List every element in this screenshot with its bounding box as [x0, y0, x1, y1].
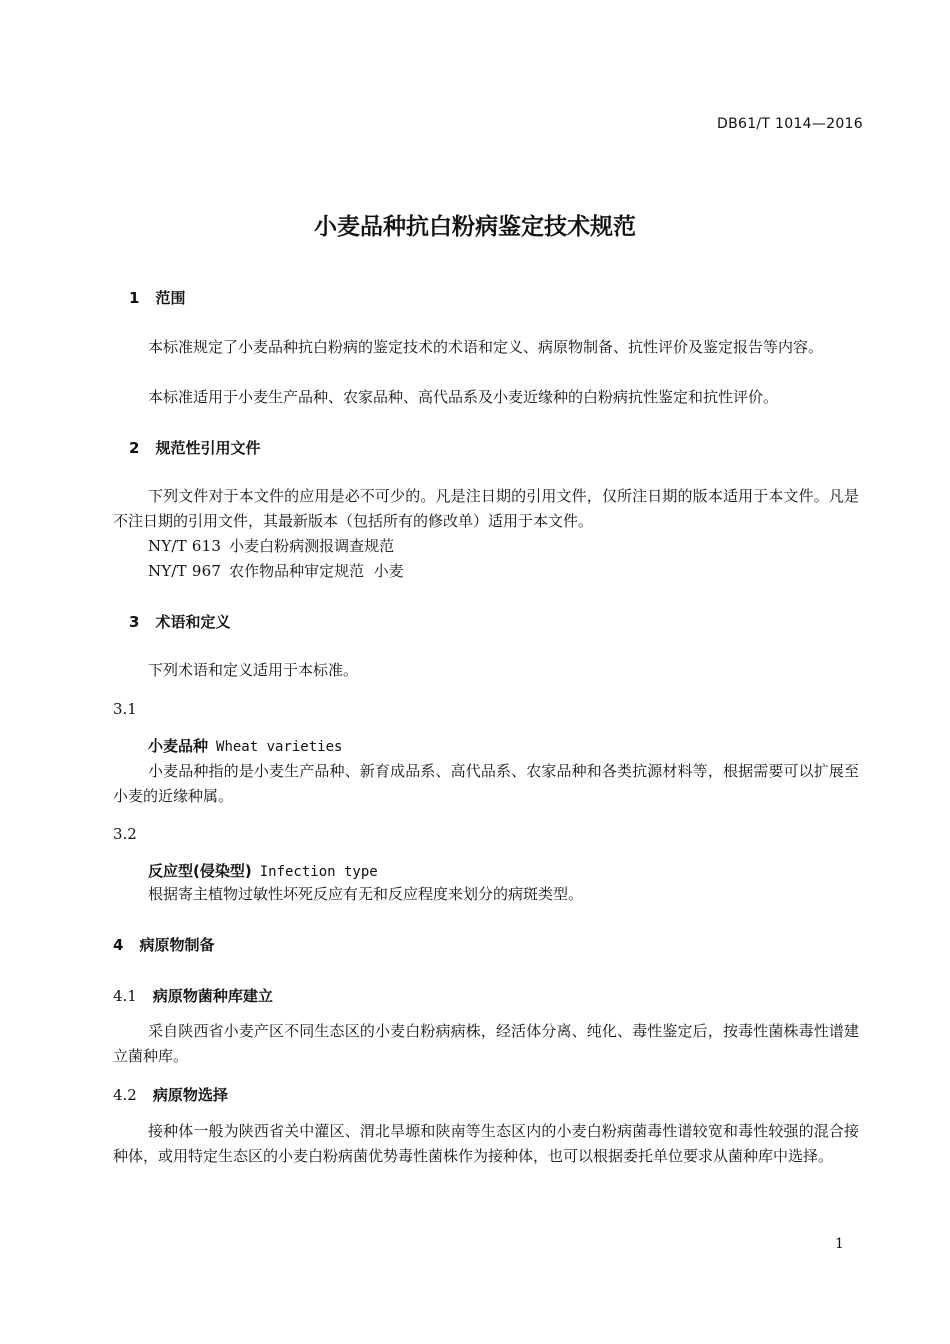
- term-heading: [148, 860, 378, 881]
- document-code: DB61/T 1014—2016: [717, 116, 863, 132]
- term-number: 3.2: [113, 825, 137, 843]
- section-title: 规范性引用文件: [155, 439, 261, 457]
- reference-code: NY/T 613: [148, 537, 222, 555]
- page-number: 1: [835, 1236, 844, 1252]
- section-number: 4: [113, 936, 124, 954]
- paragraph: 接种体一般为陕西省关中灌区、渭北旱塬和陕南等生态区内的小麦白粉病菌毒性谱较宽和毒性较强的混合接种体，或用特定生态区的小麦白粉病菌优势毒性菌株作为接种体，也可以根据委托单位要求从菌种库中选择。: [113, 1122, 859, 1165]
- subsection-number: 4.2: [113, 1086, 137, 1104]
- subsection-4-1-heading: [113, 985, 273, 1006]
- subsection-title: 病原物选择: [152, 1086, 228, 1104]
- subsection-4-2-heading: [113, 1084, 228, 1105]
- term-english: Infection type: [259, 864, 378, 880]
- term-name: 反应型(侵染型): [148, 862, 252, 880]
- section-1-heading: [129, 287, 185, 308]
- section-number: 1: [129, 289, 140, 307]
- paragraph: 本标准规定了小麦品种抗白粉病的鉴定技术的术语和定义、病原物制备、抗性评价及鉴定报告等内容。: [148, 338, 824, 356]
- term-definition: 根据寄主植物过敏性坏死反应有无和反应程度来划分的病斑类型。: [148, 885, 584, 903]
- section-3-heading: [129, 611, 230, 632]
- reference-title: 农作物品种审定规范 小麦: [229, 562, 404, 580]
- section-title: 术语和定义: [155, 613, 231, 631]
- term-heading: [148, 735, 342, 756]
- section-4-heading: [113, 934, 214, 955]
- normative-reference: [148, 559, 404, 584]
- term-name: 小麦品种: [148, 737, 209, 755]
- normative-reference: [148, 534, 394, 559]
- paragraph: 下列术语和定义适用于本标准。: [148, 661, 359, 679]
- section-number: 3: [129, 613, 140, 631]
- section-title: 病原物制备: [139, 936, 215, 954]
- document-title: 小麦品种抗白粉病鉴定技术规范: [314, 214, 636, 240]
- section-number: 2: [129, 439, 140, 457]
- paragraph: 本标准适用于小麦生产品种、农家品种、高代品系及小麦近缘种的白粉病抗性鉴定和抗性评价。: [148, 388, 779, 406]
- reference-title: 小麦白粉病测报调查规范: [229, 537, 395, 555]
- reference-code: NY/T 967: [148, 562, 222, 580]
- term-english: Wheat varieties: [216, 739, 343, 755]
- subsection-number: 4.1: [113, 987, 137, 1005]
- paragraph: 采自陕西省小麦产区不同生态区的小麦白粉病病株，经活体分离、纯化、毒性鉴定后，按毒性菌株毒性谱建立菌种库。: [113, 1022, 859, 1065]
- section-2-heading: [129, 437, 260, 458]
- section-title: 范围: [155, 289, 186, 307]
- term-definition: 小麦品种指的是小麦生产品种、新育成品系、高代品系、农家品种和各类抗源材料等，根据需要可以扩展至小麦的近缘种属。: [113, 762, 859, 805]
- paragraph: 下列文件对于本文件的应用是必不可少的。凡是注日期的引用文件，仅所注日期的版本适用于本文件。凡是不注日期的引用文件，其最新版本（包括所有的修改单）适用于本文件。: [113, 487, 859, 530]
- term-number: 3.1: [113, 700, 137, 718]
- subsection-title: 病原物菌种库建立: [152, 987, 273, 1005]
